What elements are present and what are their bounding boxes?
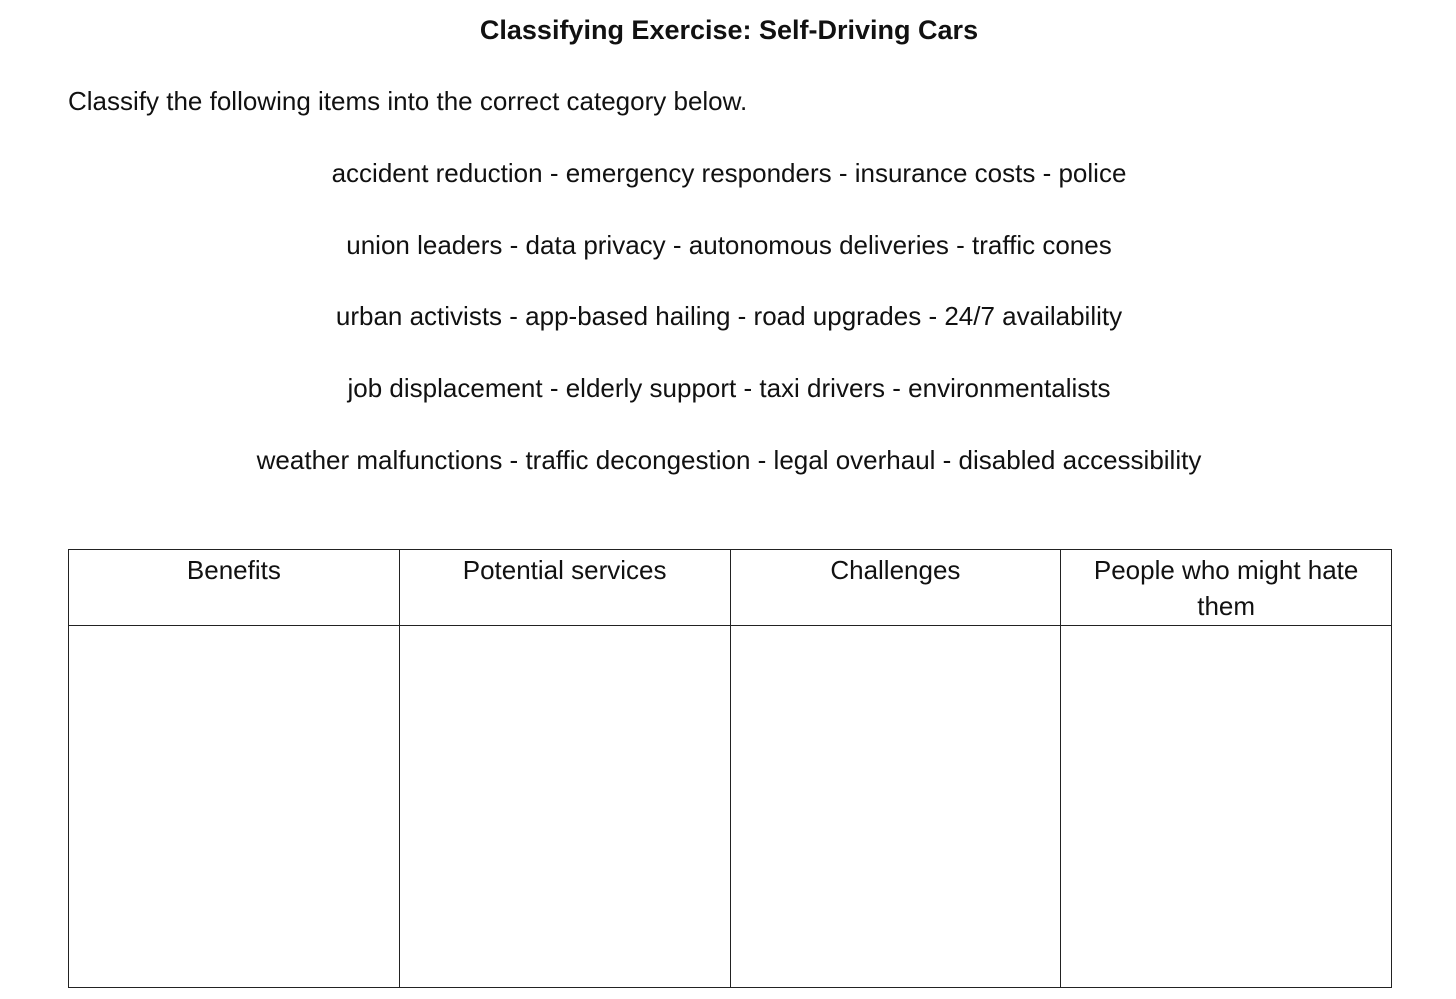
- instruction-text: Classify the following items into the correct category below.: [68, 86, 748, 116]
- item-line-5: weather malfunctions - traffic decongestion - legal overhaul - disabled accessibility: [256, 445, 1202, 475]
- header-benefits: Benefits: [69, 550, 400, 626]
- answer-cell-potential-services[interactable]: [399, 626, 730, 988]
- classification-table: [68, 549, 1392, 988]
- header-people-who-might-hate-them: People who might hate them: [1061, 550, 1392, 626]
- item-line-4: job displacement - elderly support - taxi drivers - environmentalists: [347, 373, 1111, 403]
- answer-cell-people-who-might-hate-them[interactable]: [1061, 626, 1392, 988]
- header-potential-services: Potential services: [399, 550, 730, 626]
- page-title: Classifying Exercise: Self-Driving Cars: [479, 15, 979, 45]
- item-line-2: union leaders - data privacy - autonomous deliveries - traffic cones: [346, 230, 1112, 260]
- table-answer-row: [69, 626, 1392, 988]
- answer-cell-challenges[interactable]: [730, 626, 1061, 988]
- header-challenges: Challenges: [730, 550, 1061, 626]
- answer-cell-benefits[interactable]: [69, 626, 400, 988]
- table-header-row: [69, 550, 1392, 626]
- item-line-3: urban activists - app-based hailing - road upgrades - 24/7 availability: [335, 301, 1123, 331]
- item-line-1: accident reduction - emergency responders - insurance costs - police: [331, 158, 1127, 188]
